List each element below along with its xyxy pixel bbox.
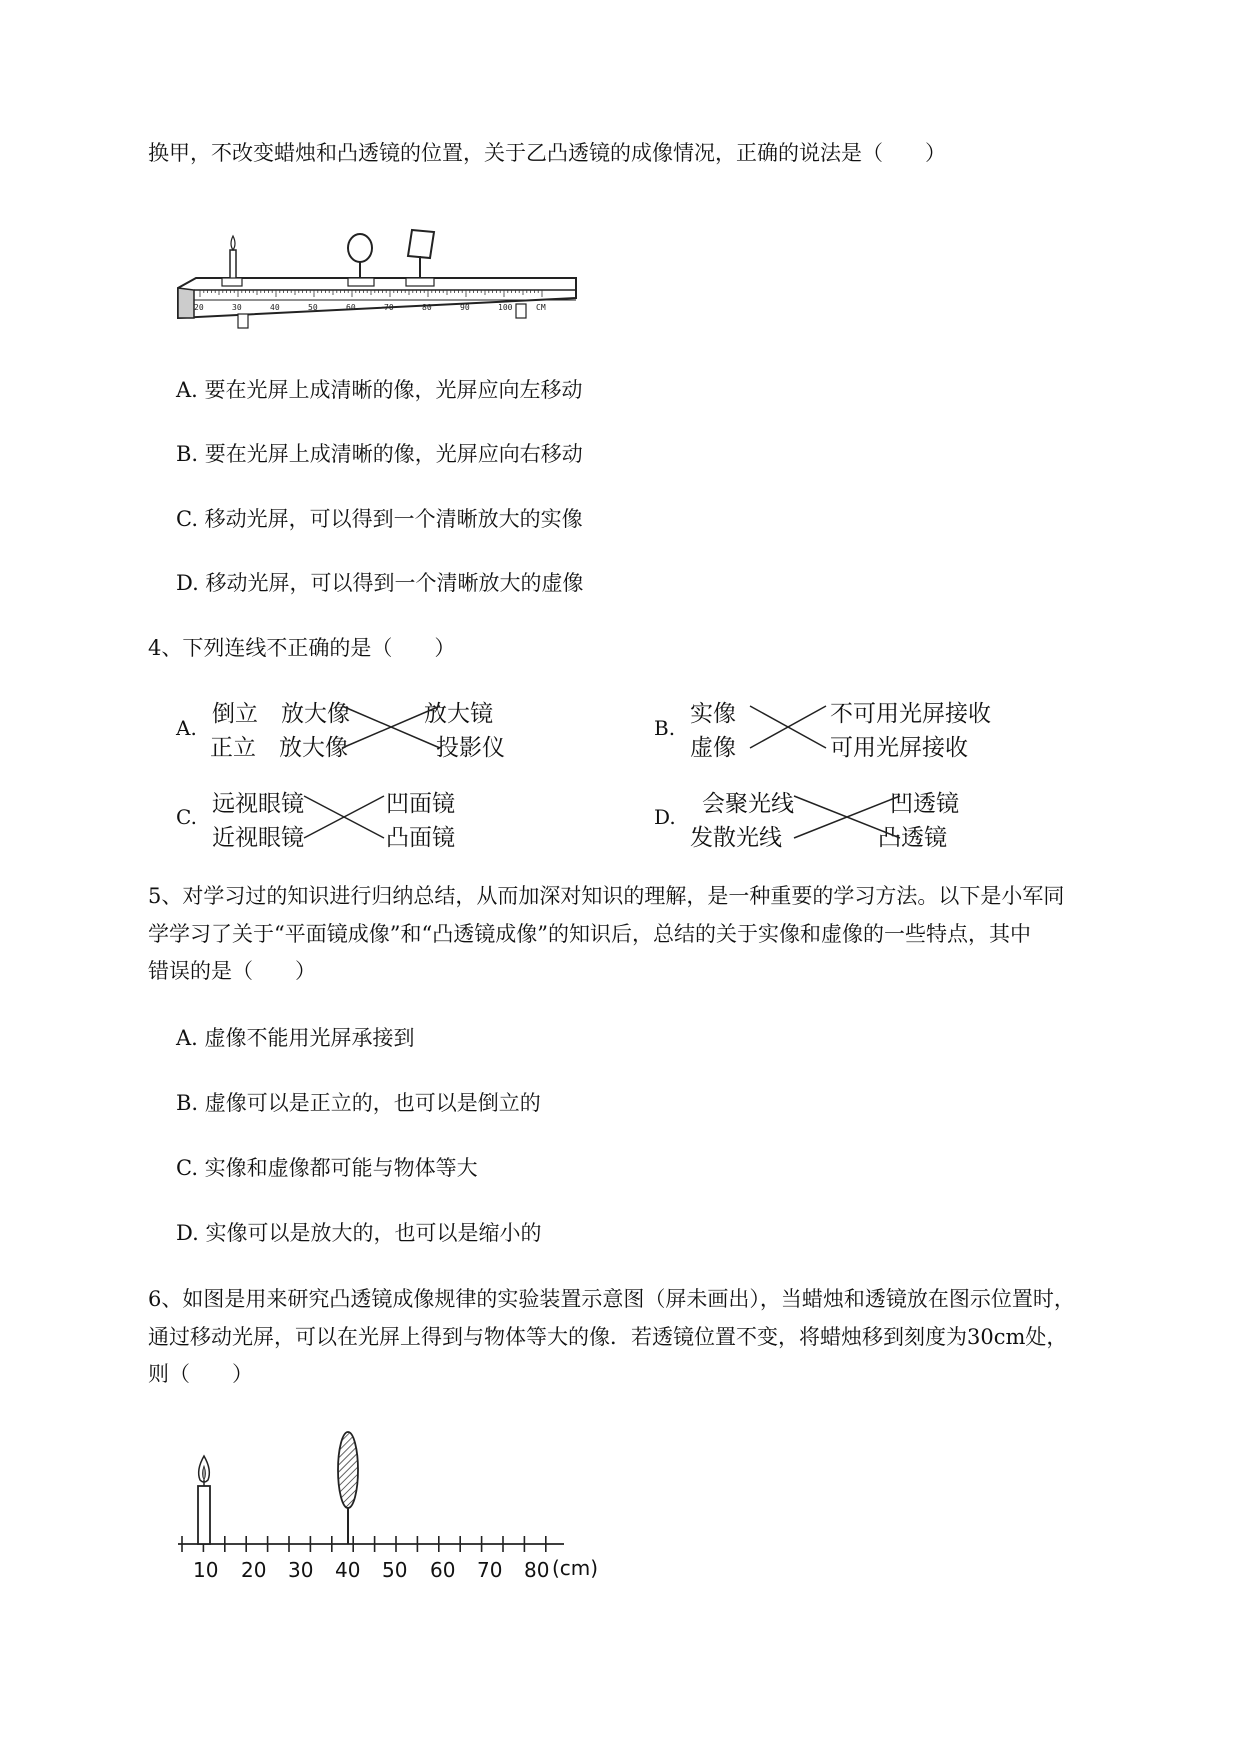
q4-b-cross-lines: [748, 702, 828, 752]
ruler-tick-label: 90: [460, 303, 470, 312]
q4-d-left-2: 发散光线: [690, 825, 782, 851]
q6-axis-tick-40: 40: [335, 1558, 361, 1582]
ruler-tick-label: 50: [308, 303, 318, 312]
q6-axis-tick-10: 10: [193, 1558, 219, 1582]
q6-axis-unit: (cm): [552, 1556, 599, 1580]
q4-d-right-2: 凸透镜: [878, 825, 947, 851]
q4-b-right-2: 可用光屏接收: [830, 735, 968, 761]
q6-apparatus-figure: [170, 1428, 610, 1558]
ruler-tick-label: 30: [232, 303, 242, 312]
q4-c-right-2: 凸面镜: [386, 825, 455, 851]
ruler-tick-label: CM: [536, 303, 546, 312]
ruler-tick-label: 40: [270, 303, 280, 312]
q4-b-right-1: 不可用光屏接收: [830, 701, 991, 727]
q6-axis-tick-80: 80: [524, 1558, 550, 1582]
q4-b-left-1: 实像: [690, 701, 736, 727]
q6-axis-tick-50: 50: [382, 1558, 408, 1582]
q5-option-b[interactable]: B. 虚像可以是正立的，也可以是倒立的: [176, 1091, 541, 1115]
ruler-tick-label: 80: [422, 303, 432, 312]
q5-option-c[interactable]: C. 实像和虚像都可能与物体等大: [176, 1156, 478, 1180]
q6-axis-tick-70: 70: [477, 1558, 503, 1582]
optical-bench-figure: [176, 228, 596, 338]
q4-b-left-2: 虚像: [690, 735, 736, 761]
q4-a-cross-lines: [340, 702, 444, 752]
ruler-tick-label: 70: [384, 303, 394, 312]
q6-stem-line-2: 通过移动光屏，可以在光屏上得到与物体等大的像．若透镜位置不变，将蜡烛移到刻度为30cm处，: [148, 1325, 1068, 1349]
q4-d-left-1: 会聚光线: [702, 791, 794, 817]
q4-a-left-2: 正立 放大像: [210, 735, 348, 761]
q4-c-cross-lines: [302, 792, 386, 842]
q5-stem-line-1: 5、对学习过的知识进行归纳总结，从而加深对知识的理解，是一种重要的学习方法。以下是小军同: [148, 884, 1065, 908]
q4-d-label: D.: [654, 805, 676, 829]
q5-stem-line-2: 学学习了关于“平面镜成像”和“凸透镜成像”的知识后，总结的关于实像和虚像的一些特点，其中: [148, 922, 1031, 946]
q3-option-c[interactable]: C. 移动光屏，可以得到一个清晰放大的实像: [176, 507, 583, 531]
q6-stem-line-3: 则（ ）: [148, 1362, 253, 1386]
q6-axis-tick-20: 20: [241, 1558, 267, 1582]
q5-stem-line-3: 错误的是（ ）: [148, 959, 316, 983]
q4-d-cross-lines: [792, 792, 902, 842]
q5-option-d[interactable]: D. 实像可以是放大的，也可以是缩小的: [176, 1221, 542, 1245]
q6-axis-tick-60: 60: [430, 1558, 456, 1582]
q4-a-right-1: 放大镜: [424, 701, 493, 727]
ruler-tick-label: 60: [346, 303, 356, 312]
q6-stem-line-1: 6、如图是用来研究凸透镜成像规律的实验装置示意图（屏未画出），当蜡烛和透镜放在图示位置时，: [148, 1287, 1075, 1311]
q4-c-left-2: 近视眼镜: [212, 825, 304, 851]
q4-a-right-2: 投影仪: [436, 735, 505, 761]
ruler-tick-label: 20: [194, 303, 204, 312]
q5-option-a[interactable]: A. 虚像不能用光屏承接到: [176, 1026, 415, 1050]
q4-a-left-1: 倒立 放大像: [212, 701, 350, 727]
q4-stem: 4、下列连线不正确的是（ ）: [148, 636, 456, 660]
q6-axis-tick-30: 30: [288, 1558, 314, 1582]
q3-option-d[interactable]: D. 移动光屏，可以得到一个清晰放大的虚像: [176, 571, 584, 595]
q4-b-label: B.: [654, 716, 676, 740]
q4-c-label: C.: [176, 805, 197, 829]
q4-c-right-1: 凹面镜: [386, 791, 455, 817]
q4-a-label: A.: [176, 716, 197, 740]
q4-c-left-1: 远视眼镜: [212, 791, 304, 817]
q3-option-b[interactable]: B. 要在光屏上成清晰的像，光屏应向右移动: [176, 442, 583, 466]
ruler-tick-label: 100: [498, 303, 513, 312]
q3-stem-tail: 换甲，不改变蜡烛和凸透镜的位置，关于乙凸透镜的成像情况，正确的说法是（ ）: [148, 141, 946, 165]
q3-option-a[interactable]: A. 要在光屏上成清晰的像，光屏应向左移动: [176, 378, 583, 402]
q4-d-right-1: 凹透镜: [890, 791, 959, 817]
